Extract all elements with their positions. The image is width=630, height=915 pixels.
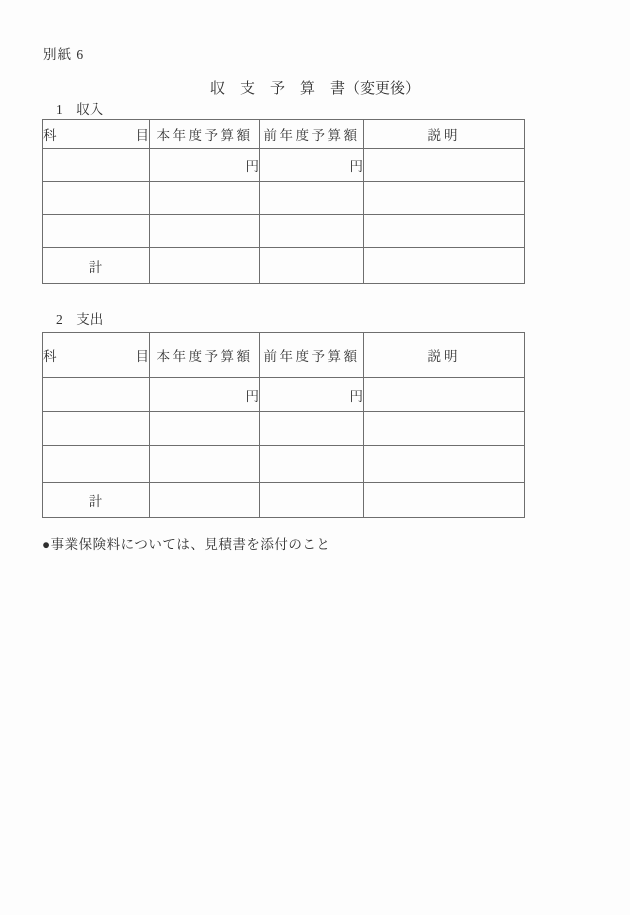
yen-unit-current: 円: [150, 149, 260, 182]
empty-cell: [364, 446, 525, 483]
yen-unit-current: 円: [150, 378, 260, 412]
empty-cell: [43, 412, 150, 446]
table-row: [43, 149, 525, 182]
empty-cell: [260, 248, 364, 284]
empty-cell: [150, 182, 260, 215]
empty-cell: [364, 215, 525, 248]
table-row: [43, 378, 525, 412]
subject-header-wrap: [43, 345, 149, 365]
subject-header-wrap: [43, 124, 149, 144]
empty-cell: [43, 215, 150, 248]
empty-cell: [150, 248, 260, 284]
total-row: [43, 248, 525, 284]
empty-cell: [364, 248, 525, 284]
header-current-year-budget: 本年度予算額: [150, 120, 260, 149]
empty-cell: [43, 378, 150, 412]
empty-cell: [364, 378, 525, 412]
footnote-insurance-note: ●事業保険料については、見積書を添付のこと: [42, 537, 331, 552]
section-heading-expense: 2 支出: [56, 312, 104, 327]
total-label: 計: [43, 483, 150, 518]
header-current-year-budget: 本年度予算額: [150, 333, 260, 378]
header-description: 説明: [364, 120, 525, 149]
total-row: [43, 483, 525, 518]
subject-header-left: 科: [43, 349, 57, 364]
yen-unit-previous: 円: [260, 149, 364, 182]
section-heading-income: 1 収入: [56, 102, 104, 117]
empty-cell: [43, 446, 150, 483]
header-subject: [43, 120, 150, 149]
table-header-row: [43, 120, 525, 149]
empty-cell: [364, 182, 525, 215]
table-header-row: [43, 333, 525, 378]
total-label: 計: [43, 248, 150, 284]
empty-cell: [150, 446, 260, 483]
table-row: [43, 446, 525, 483]
empty-cell: [43, 182, 150, 215]
empty-cell: [150, 412, 260, 446]
subject-header-right: 目: [135, 349, 149, 364]
header-previous-year-budget: 前年度予算額: [260, 333, 364, 378]
subject-header-left: 科: [43, 128, 57, 143]
table-row: [43, 182, 525, 215]
header-previous-year-budget: 前年度予算額: [260, 120, 364, 149]
empty-cell: [260, 483, 364, 518]
expense-table: [42, 332, 525, 518]
empty-cell: [364, 483, 525, 518]
yen-unit-previous: 円: [260, 378, 364, 412]
page-title: 収 支 予 算 書（変更後）: [209, 81, 420, 97]
empty-cell: [150, 483, 260, 518]
attachment-label: 別紙 6: [43, 47, 85, 62]
empty-cell: [260, 215, 364, 248]
empty-cell: [260, 446, 364, 483]
empty-cell: [260, 182, 364, 215]
header-subject: [43, 333, 150, 378]
subject-header-right: 目: [135, 128, 149, 143]
empty-cell: [43, 149, 150, 182]
header-description: 説明: [364, 333, 525, 378]
table-row: [43, 412, 525, 446]
empty-cell: [364, 149, 525, 182]
empty-cell: [150, 215, 260, 248]
empty-cell: [260, 412, 364, 446]
income-table: [42, 119, 525, 284]
table-row: [43, 215, 525, 248]
empty-cell: [364, 412, 525, 446]
